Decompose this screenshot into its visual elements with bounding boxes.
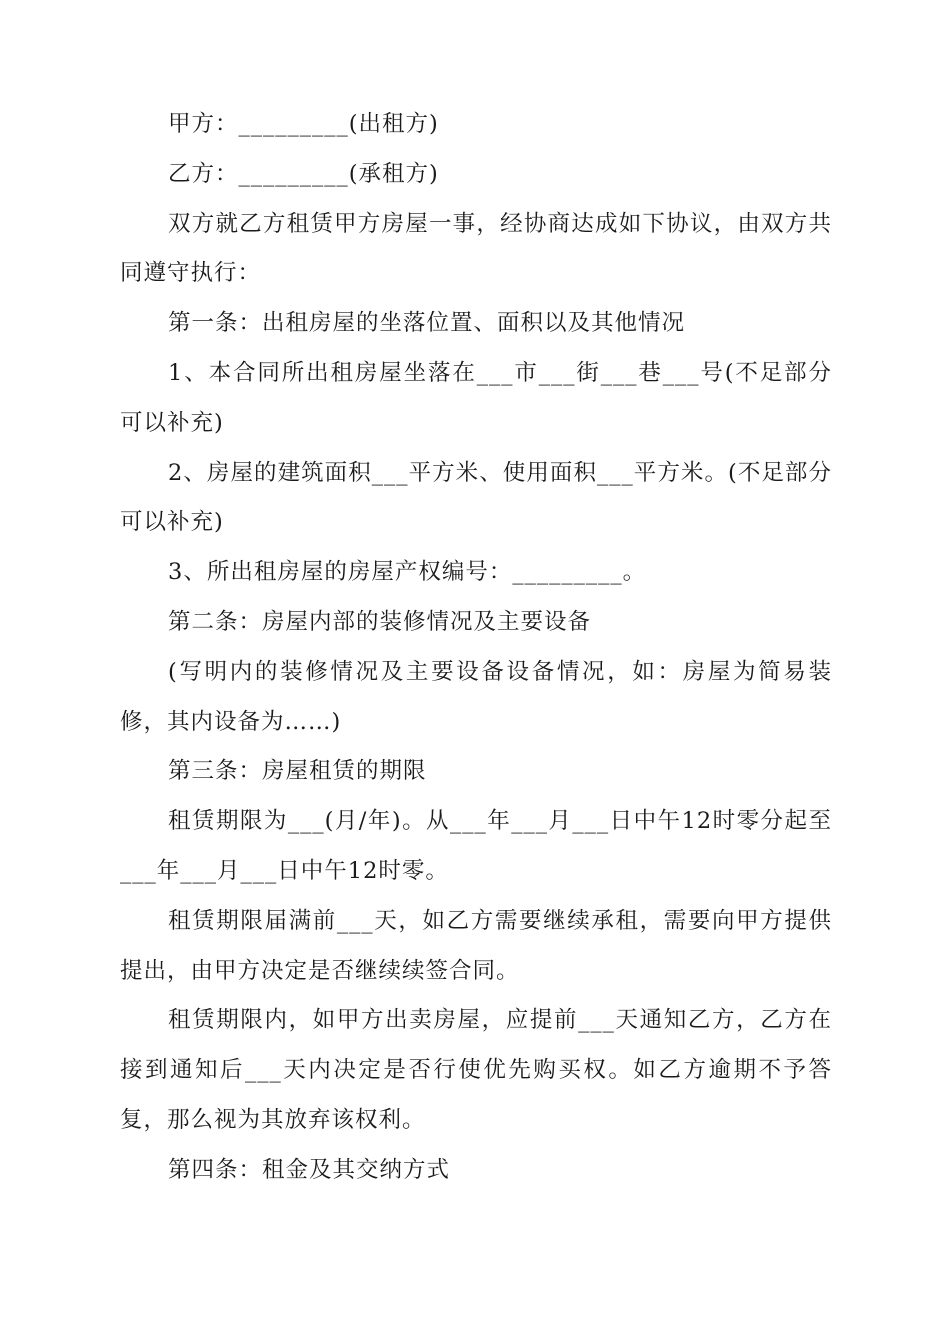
article-3-renewal: 租赁期限届满前___天，如乙方需要继续承租，需要向甲方提供提出，由甲方决定是否继续续签合同。 [120, 907, 832, 984]
article-1-item-2: 2、房屋的建筑面积___平方米、使用面积___平方米。(不足部分可以补充) [120, 459, 832, 536]
article-1-item-3: 3、所出租房屋的房屋产权编号：_________。 [168, 559, 647, 586]
article-1-heading: 第一条：出租房屋的坐落位置、面积以及其他情况 [168, 310, 686, 337]
agreement-intro: 双方就乙方租赁甲方房屋一事，经协商达成如下协议，由双方共同遵守执行： [120, 210, 832, 287]
party-a-line: 甲方：_________(出租方) [168, 111, 439, 137]
article-3-term: 租赁期限为___(月/年)。从___年___月___日中午12时零分起至___年___月___日中午12时零。 [120, 808, 832, 884]
article-2-note: (写明内的装修情况及主要设备设备情况，如：房屋为简易装修，其内设备为……) [120, 658, 832, 735]
article-4-heading: 第四条：租金及其交纳方式 [168, 1156, 451, 1183]
article-3-heading: 第三条：房屋租赁的期限 [168, 758, 427, 785]
article-2-heading: 第二条：房屋内部的装修情况及主要设备 [168, 608, 592, 635]
party-b-line: 乙方：_________(承租方) [168, 160, 439, 187]
contract-body [120, 100, 832, 1196]
article-3-sale-notice: 租赁期限内，如甲方出卖房屋，应提前___天通知乙方，乙方在接到通知后___天内决定是否行使优先购买权。如乙方逾期不予答复，那么视为其放弃该权利。 [120, 1007, 832, 1133]
article-1-item-1: 1、本合同所出租房屋坐落在___市___街___巷___号(不足部分可以补充) [120, 359, 832, 436]
